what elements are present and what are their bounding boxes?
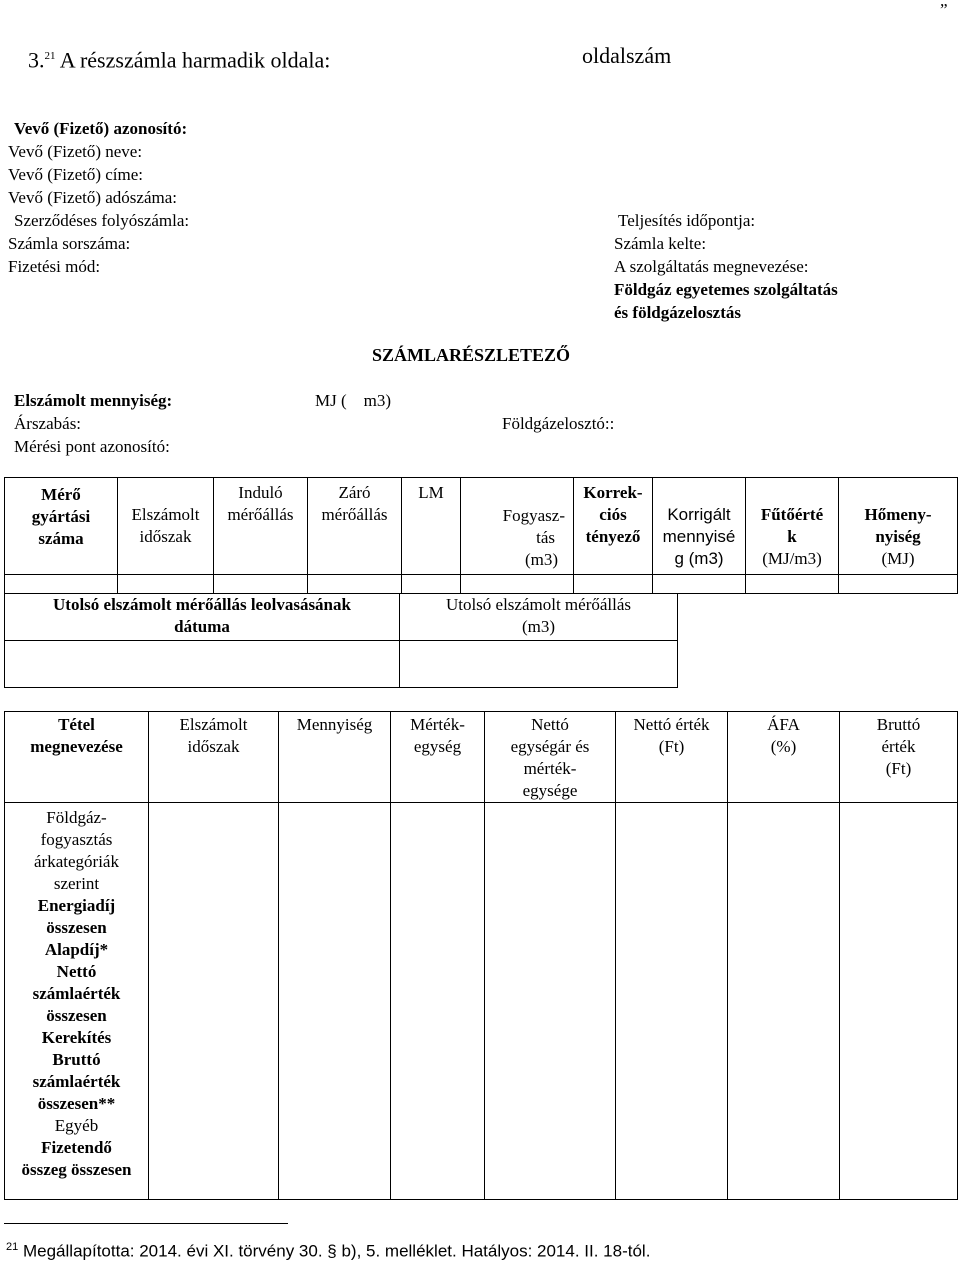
header-correction-factor: Korrek- ciós tényező (574, 478, 653, 575)
footnote-text: Megállapította: 2014. évi XI. törvény 30. § b), 5. melléklet. Hatályos: 2014. II. 18-tól. (22, 1241, 651, 1261)
billed-quantity-label: Elszámolt mennyiség: (14, 391, 173, 410)
header-heat-quantity: Hőmeny- nyiség (MJ) (839, 478, 958, 575)
header-calorific-value: Fűtőérté k (MJ/m3) (746, 478, 839, 575)
payment-method-label: Fizetési mód: (8, 257, 101, 276)
last-reading-date-cell (5, 641, 400, 688)
header-meter-serial: Mérő gyártási száma (5, 478, 118, 575)
contract-account-label: Szerződéses folyószámla: (14, 211, 190, 230)
items-body-row (5, 803, 958, 1200)
header-vat: ÁFA (%) (728, 712, 840, 803)
buyer-id-label: Vevő (Fizető) azonosító: (14, 119, 188, 138)
corner-mark: „ (940, 0, 948, 10)
meter-table (4, 477, 958, 594)
invoice-date-label: Számla kelte: (614, 234, 707, 253)
item-row-base-fee: Alapdíj* (44, 940, 109, 959)
header-net-unit-price: Nettó egységár és mérték- egysége (485, 712, 616, 803)
items-table (4, 711, 958, 1200)
invoice-number-label: Számla sorszáma: (8, 234, 131, 253)
metering-point-label: Mérési pont azonosító: (14, 437, 170, 456)
last-reading-table (4, 593, 678, 688)
header-billing-period: Elszámolt időszak (118, 478, 214, 575)
item-row-amount-due: Fizetendő összeg összesen (21, 1138, 132, 1179)
footnote-divider (4, 1223, 288, 1224)
heading-title: A részszámla harmadik oldala: (59, 47, 331, 73)
billed-quantity-unit: MJ ( m3) (315, 391, 392, 410)
header-quantity: Mennyiség (279, 712, 391, 803)
items-header-row (5, 712, 958, 803)
header-lm: LM (402, 478, 461, 575)
item-names-cell (5, 803, 149, 1200)
item-row-net-total: Nettó számlaérték összesen (32, 962, 121, 1025)
item-row-gas-consumption: Földgáz- fogyasztás árkategóriák szerint (34, 808, 119, 893)
item-row-rounding: Kerekítés (41, 1028, 112, 1047)
header-item-name: Tétel megnevezése (5, 712, 149, 803)
page-heading (28, 42, 330, 74)
service-name-label: A szolgáltatás megnevezése: (614, 257, 809, 276)
last-reading-value-header: Utolsó elszámolt mérőállás (m3) (400, 594, 678, 641)
last-reading-date-header: Utolsó elszámolt mérőállás leolvasásának dátuma (5, 594, 400, 641)
section-title: SZÁMLARÉSZLETEZŐ (372, 345, 571, 365)
meter-table-empty-row (5, 575, 958, 594)
meter-table-header-row (5, 478, 958, 575)
header-corrected-quantity: Korrigált mennyisé g (m3) (653, 478, 746, 575)
header-item-period: Elszámolt időszak (149, 712, 279, 803)
distributor-label: Földgázelosztó:: (502, 414, 615, 433)
heading-number: 3. (28, 47, 45, 73)
last-reading-value-row (5, 641, 678, 688)
item-row-other: Egyéb (54, 1116, 99, 1135)
buyer-name-label: Vevő (Fizető) neve: (8, 142, 143, 161)
footnote-ref: 21 (44, 50, 56, 62)
last-reading-header-row (5, 594, 678, 641)
header-net-value: Nettó érték (Ft) (616, 712, 728, 803)
item-row-energy-fee: Energiadíj összesen (37, 896, 116, 937)
tariff-label: Árszabás: (14, 414, 82, 433)
completion-date-label: Teljesítés időpontja: (618, 211, 756, 230)
buyer-tax-label: Vevő (Fizető) adószáma: (8, 188, 177, 207)
service-name-value: Földgáz egyetemes szolgáltatás (614, 280, 838, 299)
header-consumption: Fogyasz- tás (m3) (461, 478, 574, 575)
page-number-label: oldalszám (582, 43, 672, 68)
item-row-gross-total: Bruttó számlaérték összesen** (32, 1050, 121, 1113)
last-reading-value-cell (400, 641, 678, 688)
buyer-address-label: Vevő (Fizető) címe: (8, 165, 144, 184)
header-gross-value: Bruttó érték (Ft) (840, 712, 958, 803)
header-start-reading: Induló mérőállás (214, 478, 308, 575)
header-unit: Mérték- egység (391, 712, 485, 803)
footnote-number: 21 (6, 1241, 19, 1253)
service-name-value-2: és földgázelosztás (614, 303, 742, 322)
header-end-reading: Záró mérőállás (308, 478, 402, 575)
footnote (6, 1236, 650, 1263)
